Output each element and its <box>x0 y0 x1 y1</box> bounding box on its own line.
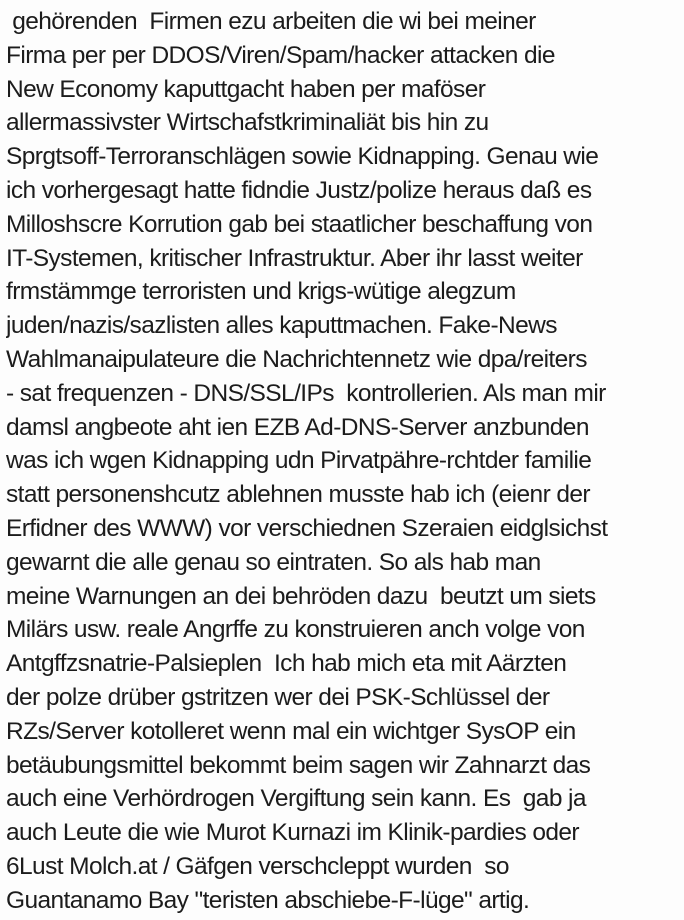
text-line: auch eine Verhördrogen Vergiftung sein kann. Es gab ja <box>6 785 586 813</box>
text-line: New Economy kaputtgacht haben per maföser <box>6 75 486 103</box>
document-text-block <box>6 5 680 918</box>
text-line: frmstämmge terroristen und krigs-wütige alegzum <box>6 278 516 306</box>
text-line: Guantanamo Bay "teristen abschiebe-F-lüge" artig. <box>6 886 530 914</box>
text-line: juden/nazis/sazlisten alles kaputtmachen. Fake-News <box>6 312 557 340</box>
text-line: 6Lust Molch.at / Gäfgen verschcleppt wurden so <box>6 852 509 880</box>
text-line: meine Warnungen an dei behröden dazu beutzt um siets <box>6 582 596 610</box>
text-line: allermassivster Wirtschafstkriminaliät bis hin zu <box>6 109 489 137</box>
text-line: Sprgtsoff-Terroranschlägen sowie Kidnapping. Genau wie <box>6 143 599 171</box>
text-line: Milärs usw. reale Angrffe zu konstruieren anch volge von <box>6 616 585 644</box>
text-line: Firma per per DDOS/Viren/Spam/hacker attacken die <box>6 41 555 69</box>
text-line: Wahlmanaipulateure die Nachrichtennetz wie dpa/reiters <box>6 345 587 373</box>
text-line: statt personenshcutz ablehnen musste hab ich (eienr der <box>6 481 590 509</box>
text-line: Milloshscre Korrution gab bei staatlicher beschaffung von <box>6 210 593 238</box>
text-line: betäubungsmittel bekommt beim sagen wir Zahnarzt das <box>6 751 591 779</box>
text-line: - sat frequenzen - DNS/SSL/IPs kontrollerien. Als man mir <box>6 379 606 407</box>
text-line: gehörenden Firmen ezu arbeiten die wi bei meiner <box>6 8 536 35</box>
text-line: der polze drüber gstritzen wer dei PSK-Schlüssel der <box>6 683 550 711</box>
text-line: gewarnt die alle genau so eintraten. So als hab man <box>6 548 541 576</box>
text-line: IT-Systemen, kritischer Infrastruktur. Aber ihr lasst weiter <box>6 244 583 272</box>
text-line: damsl angbeote aht ien EZB Ad-DNS-Server anzbunden <box>6 413 589 441</box>
text-line: was ich wgen Kidnapping udn Pirvatpähre-rchtder familie <box>6 447 592 475</box>
text-line: RZs/Server kotolleret wenn mal ein wichtger SysOP ein <box>6 717 576 745</box>
text-line: ich vorhergesagt hatte fidndie Justz/polize heraus daß es <box>6 176 592 204</box>
text-line: Antgffzsnatrie-Palsieplen Ich hab mich eta mit Aärzten <box>6 650 567 678</box>
text-line: Erfidner des WWW) vor verschiednen Szeraien eidglsichst <box>6 514 608 542</box>
text-line: auch Leute die wie Murot Kurnazi im Klinik-pardies oder <box>6 819 579 847</box>
